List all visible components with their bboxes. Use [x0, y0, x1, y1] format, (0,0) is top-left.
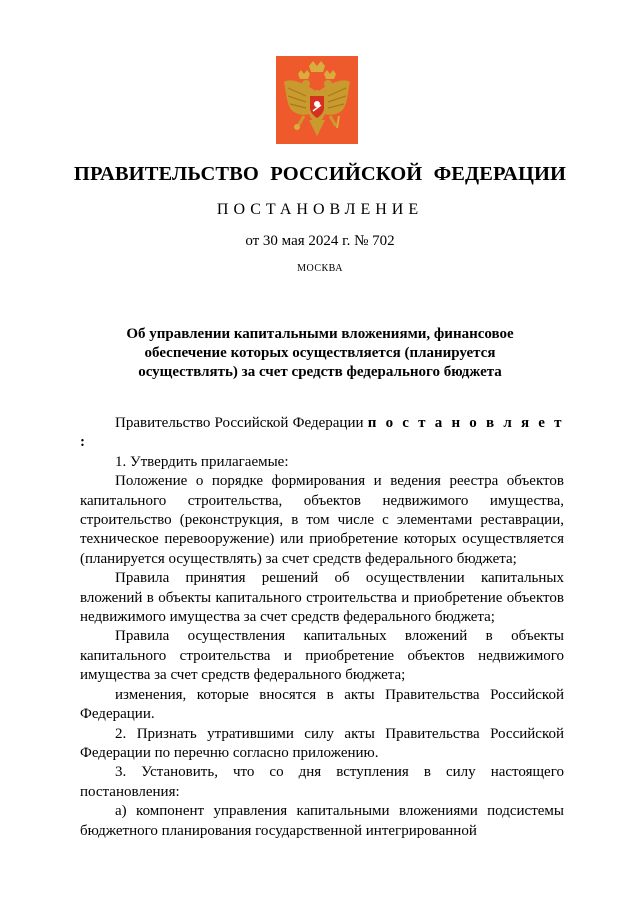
document-type: ПОСТАНОВЛЕНИЕ — [216, 201, 424, 218]
paragraph-6: 2. Признать утратившими силу акты Правительства Российской Федерации по перечню согласно приложению. — [80, 725, 564, 761]
paragraph-7: 3. Установить, что со дня вступления в силу настоящего постановления: — [80, 764, 564, 800]
document-heading: Об управлении капитальными вложениями, финансовое обеспечение которых осуществляется (планируется осуществлять) за счет средств федерального бюджета — [126, 326, 514, 380]
paragraph-2: Положение о порядке формирования и ведения реестра объектов капитального строительства, объектов недвижимого имущества, строительство (реконструкция, в том числе с элементами реставрации, техническое перевооружение) или приобретение которых осуществляется (планируется осуществлять) за счет средств федерального бюджета; — [80, 473, 564, 567]
document-city: МОСКВА — [297, 263, 343, 274]
intro-paragraph — [80, 414, 564, 453]
paragraph-1: 1. Утвердить прилагаемые: — [115, 453, 289, 470]
document-date-number: от 30 мая 2024 г. № 702 — [245, 233, 395, 249]
coat-of-arms-icon — [276, 56, 358, 144]
paragraph-3: Правила принятия решений об осуществлении капитальных вложений в объекты капитального строительства и приобретение объектов недвижимого имущества за счет средств федерального бюджета; — [80, 570, 564, 626]
paragraph-8: а) компонент управления капитальными вложениями подсистемы бюджетного планирования государственной интегрированной — [80, 803, 564, 839]
document-body — [80, 414, 564, 841]
intro-text: Правительство Российской Федерации — [115, 415, 364, 431]
government-title: ПРАВИТЕЛЬСТВО РОССИЙСКОЙ ФЕДЕРАЦИИ — [73, 163, 567, 185]
paragraph-5: изменения, которые вносятся в акты Правительства Российской Федерации. — [80, 686, 564, 723]
paragraph-4: Правила осуществления капитальных вложений в объекты капитального строительства и приобретение объектов недвижимого имущества за счет средств федерального бюджета; — [80, 628, 564, 684]
intro-keyword: п о с т а н о в л я е т : — [80, 415, 564, 451]
